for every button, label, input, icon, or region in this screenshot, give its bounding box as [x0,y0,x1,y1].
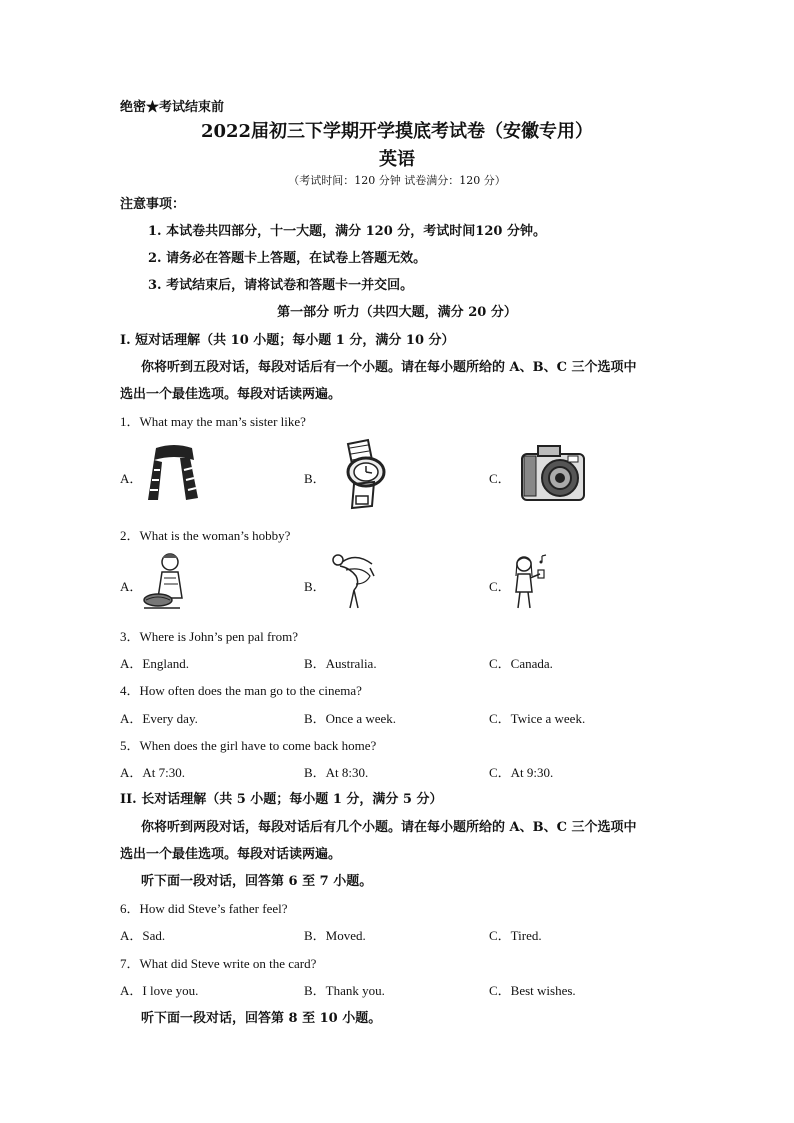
question-3: 3．Where is John’s pen pal from? [120,629,298,644]
section2-instruction-line1: 你将听到两段对话，每段对话后有几个小题。请在每小题所给的 A、B、C 三个选项中 [141,820,637,835]
watch-icon [330,438,398,510]
q2-option-c-label[interactable]: C． [489,579,511,594]
question-4: 4．How often does the man go to the cinema? [120,683,362,698]
note-item-2: 2. 请务必在答题卡上答题，在试卷上答题无效。 [148,251,427,266]
q5-option-a[interactable]: A．At 7:30. [120,765,186,780]
notes-heading: 注意事项： [120,197,186,212]
section1-heading: I. 短对话理解（共 10 小题；每小题 1 分，满分 10 分） [120,333,455,348]
confidential-label: 绝密★考试结束前 [120,100,225,115]
question-2: 2．What is the woman’s hobby? [120,528,291,543]
dancing-icon [326,550,380,612]
subject-title: 英语 [379,149,415,170]
dialog-1-intro: 听下面一段对话，回答第 6 至 7 小题。 [141,874,373,889]
singing-icon [508,550,552,612]
q6-option-b[interactable]: B．Moved. [304,928,366,943]
cooking-icon [140,548,192,614]
q1-option-c-label[interactable]: C． [489,471,511,486]
camera-icon [518,440,588,506]
q7-option-c[interactable]: C．Best wishes. [489,983,576,998]
q2-option-b-label[interactable]: B． [304,579,326,594]
q1-option-a-label[interactable]: A． [120,471,143,486]
note-item-3: 3. 考试结束后，请将试卷和答题卡一并交回。 [148,278,414,293]
section2-instruction-line2: 选出一个最佳选项。每段对话读两遍。 [120,847,342,862]
question-7: 7．What did Steve write on the card? [120,956,317,971]
scarf-icon [140,440,208,508]
question-6: 6．How did Steve’s father feel? [120,901,288,916]
q3-option-c[interactable]: C．Canada. [489,656,553,671]
q4-option-b[interactable]: B．Once a week. [304,711,397,726]
question-1: 1．What may the man’s sister like? [120,414,306,429]
section2-heading: II. 长对话理解（共 5 小题；每小题 1 分，满分 5 分） [120,792,443,807]
section1-instruction-line2: 选出一个最佳选项。每段对话读两遍。 [120,387,342,402]
q6-option-c[interactable]: C．Tired. [489,928,542,943]
q3-option-a[interactable]: A．England. [120,656,189,671]
q5-option-b[interactable]: B．At 8:30. [304,765,369,780]
note-item-1: 1. 本试卷共四部分，十一大题，满分 120 分，考试时间120 分钟。 [148,224,546,239]
q4-option-c[interactable]: C．Twice a week. [489,711,586,726]
part1-heading: 第一部分 听力（共四大题，满分 20 分） [277,305,517,320]
exam-info: （考试时间：120 分钟 试卷满分：120 分） [288,174,506,187]
q7-option-b[interactable]: B．Thank you. [304,983,385,998]
q5-option-c[interactable]: C．At 9:30. [489,765,554,780]
q4-option-a[interactable]: A．Every day. [120,711,198,726]
q6-option-a[interactable]: A．Sad. [120,928,166,943]
q2-option-a-label[interactable]: A． [120,579,143,594]
dialog-2-intro: 听下面一段对话，回答第 8 至 10 小题。 [141,1011,382,1026]
q3-option-b[interactable]: B．Australia. [304,656,377,671]
q7-option-a[interactable]: A．I love you. [120,983,199,998]
exam-title: 2022届初三下学期开学摸底考试卷（安徽专用） [200,121,594,142]
q1-option-b-label[interactable]: B． [304,471,326,486]
question-5: 5．When does the girl have to come back home? [120,738,377,753]
section1-instruction-line1: 你将听到五段对话，每段对话后有一个小题。请在每小题所给的 A、B、C 三个选项中 [141,360,637,375]
